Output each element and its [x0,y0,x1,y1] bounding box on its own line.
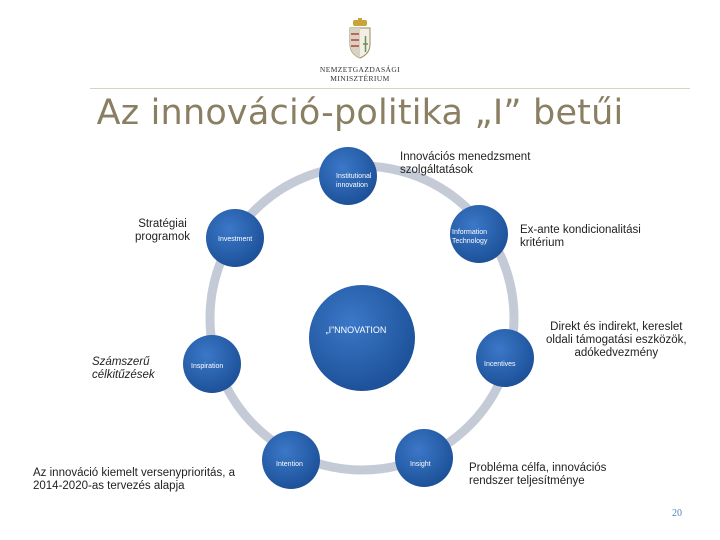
center-node [309,285,415,391]
center-label: „I”NNOVATION [325,325,387,335]
node-intention [262,431,320,489]
svg-text:Intention: Intention [276,461,303,468]
svg-text:Institutionalinnovation: Institutional innovation [336,173,372,189]
annotation-innovacios-menedzsment: Innovációs menedzsment szolgáltatások [400,151,531,176]
svg-text:InformationTechnology: Information Technology [452,229,488,245]
page-title: Az innováció-politika „I” betűi [96,93,624,133]
logo-line-2: MINISZTÉRIUM [330,74,390,83]
svg-text:Incentives: Incentives [484,361,516,368]
annotation-strategiai-programok: Stratégiai programok [135,218,190,243]
node-institutional-innovation [319,147,377,205]
svg-text:Insight: Insight [410,461,431,468]
node-information-technology [450,205,508,263]
annotation-kiemelt-versenyprioritas: Az innováció kiemelt versenyprioritás, a 2014-2020-as tervezés alapja [33,467,235,492]
svg-text:Investment: Investment [218,236,253,243]
annotation-szamszeru-celkituzesek: Számszerű célkitűzések [92,356,155,381]
svg-text:Inspiration: Inspiration [191,363,224,370]
annotation-direkt-indirekt: Direkt és indirekt, kereslet oldali támogatási eszközök, adókedvezmény [546,321,687,359]
annotation-ex-ante: Ex-ante kondicionalitási kritérium [520,224,641,249]
node-investment [206,209,264,267]
node-insight [395,429,453,487]
annotation-problema-celfa: Probléma célfa, innovációs rendszer teljesítménye [469,462,607,487]
page-number: 20 [672,508,682,519]
logo-line-1: NEMZETGAZDASÁGI [319,65,401,74]
node-inspiration [183,335,241,393]
node-incentives [476,329,534,387]
